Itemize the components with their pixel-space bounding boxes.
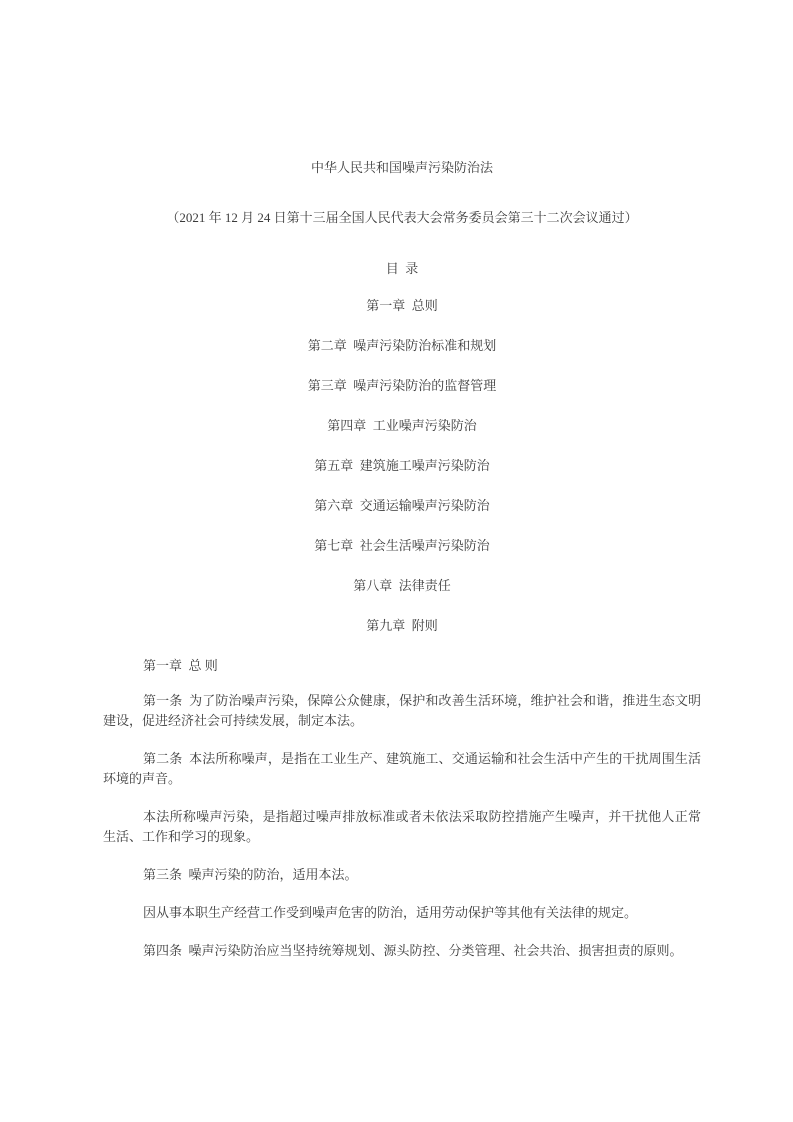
- toc-item-chapter-9: 第九章 附则: [366, 618, 438, 633]
- body-paragraph-article-2-continued: 本法所称噪声污染，是指超过噪声排放标准或者未依法采取防控措施产生噪声，并干扰他人正常生活、工作和学习的现象。: [103, 809, 701, 844]
- toc-item-chapter-5: 第五章 建筑施工噪声污染防治: [314, 458, 490, 473]
- body-paragraph-article-2: 第二条 本法所称噪声，是指在工业生产、建筑施工、交通运输和社会生活中产生的干扰周围生活环境的声音。: [103, 751, 701, 786]
- toc-item-chapter-6: 第六章 交通运输噪声污染防治: [314, 498, 490, 513]
- body-paragraph-article-3-continued: 因从事本职生产经营工作受到噪声危害的防治，适用劳动保护等其他有关法律的规定。: [143, 905, 638, 920]
- body-paragraph-article-1: 第一条 为了防治噪声污染，保障公众健康，保护和改善生活环境，维护社会和谐，推进生态文明建设，促进经济社会可持续发展，制定本法。: [103, 693, 701, 728]
- toc-item-chapter-4: 第四章 工业噪声污染防治: [327, 418, 477, 433]
- document-title: 中华人民共和国噪声污染防治法: [310, 160, 493, 175]
- toc-item-chapter-2: 第二章 噪声污染防治标准和规划: [307, 338, 497, 353]
- body-paragraph-article-3: 第三条 噪声污染的防治，适用本法。: [143, 867, 358, 882]
- body-paragraph-article-4: 第四条 噪声污染防治应当坚持统筹规划、源头防控、分类管理、社会共治、损害担责的原则。: [143, 943, 683, 958]
- chapter-1-heading: 第一章 总 则: [143, 658, 218, 673]
- toc-item-chapter-8: 第八章 法律责任: [353, 578, 451, 593]
- enactment-note: （2021 年 12 月 24 日第十三届全国人民代表大会常务委员会第三十二次会议通过）: [166, 210, 638, 225]
- toc-item-chapter-1: 第一章 总则: [366, 298, 438, 313]
- toc-item-chapter-7: 第七章 社会生活噪声污染防治: [314, 538, 490, 553]
- toc-item-chapter-3: 第三章 噪声污染防治的监督管理: [307, 378, 497, 393]
- toc-heading: 目 录: [385, 261, 419, 276]
